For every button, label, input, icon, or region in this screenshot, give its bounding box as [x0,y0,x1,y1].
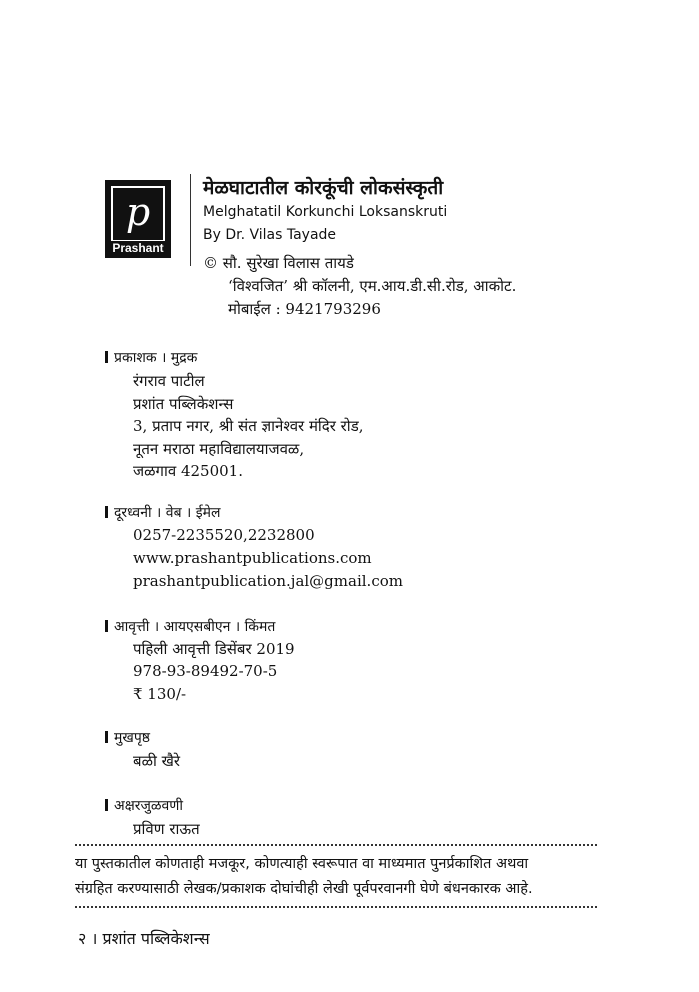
section-line: रंगराव पाटील [133,372,205,390]
dotted-divider [75,906,597,908]
title-marathi: मेळघाटातील कोरकूंची लोकसंस्कृती [203,177,444,199]
typesetter: प्रविण राऊत [133,820,200,838]
divider [190,174,191,266]
price: ₹ 130/- [133,685,187,703]
isbn: 978-93-89492-70-5 [133,662,278,680]
dotted-divider [75,844,597,846]
section-line: प्रशांत पब्लिकेशन्स [133,395,234,413]
section-heading: दूरध्वनी । वेब । ईमेल [105,503,221,522]
publisher-logo [105,180,171,258]
notice-line: संग्रहित करण्यासाठी लेखक/प्रकाशक दोघांचीही लेखी पूर्वपरवानगी घेणे बंधनकारक आहे. [75,881,533,897]
logo-name: Prashant [107,241,169,255]
logo-letter: p [125,190,151,234]
website-link[interactable]: www.prashantpublications.com [133,549,372,567]
title-english: Melghatatil Korkunchi Loksanskruti [203,204,448,220]
mobile-line: मोबाईल : 9421793296 [228,300,381,318]
section-heading: अक्षरजुळवणी [105,796,183,815]
section-heading: प्रकाशक । मुद्रक [105,348,197,367]
author: By Dr. Vilas Tayade [203,227,337,243]
copyright-line: © सौ. सुरेखा विलास तायडे [203,254,354,272]
phone: 0257-2235520,2232800 [133,526,315,544]
edition: पहिली आवृत्ती डिसेंबर 2019 [133,640,295,658]
section-heading: आवृत्ती । आयएसबीएन । किंमत [105,617,275,636]
cover-artist: बळी खैरे [133,752,181,770]
page-footer: २ । प्रशांत पब्लिकेशन्स [78,929,210,948]
address-line: ‘विश्वजित’ श्री कॉलनी, एम.आय.डी.सी.रोड, आकोट. [228,277,517,295]
section-line: नूतन मराठा महाविद्यालयाजवळ, [133,440,305,458]
section-line: जळगाव 425001. [133,462,243,480]
notice-line: या पुस्तकातील कोणताही मजकूर, कोणत्याही स्वरूपात वा माध्यमात पुनर्प्रकाशित अथवा [75,856,529,872]
section-heading: मुखपृष्ठ [105,728,150,747]
email-link[interactable]: prashantpublication.jal@gmail.com [133,572,403,590]
section-line: 3, प्रताप नगर, श्री संत ज्ञानेश्वर मंदिर रोड, [133,417,364,435]
